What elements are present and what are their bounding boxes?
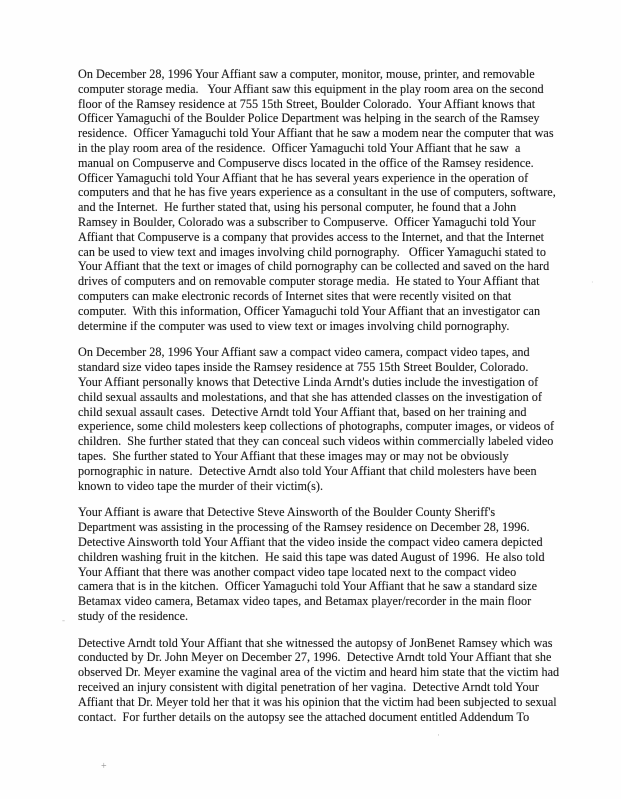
text-line: Your Affiant personally knows that Detective Linda Arndt's duties include the investigation of: [78, 374, 539, 389]
scan-artifact: ·: [437, 730, 440, 740]
text-line: Detective Arndt told Your Affiant that she witnessed the autopsy of JonBenet Ramsey which was: [78, 635, 553, 650]
text-line: tapes. She further stated to Your Affiant that these images may or may not be obviously: [78, 448, 509, 463]
text-line: On December 28, 1996 Your Affiant saw a computer, monitor, mouse, printer, and removable: [78, 67, 535, 81]
text-line: observed Dr. Meyer examine the vaginal area of the victim and heard him state that the victim had: [78, 665, 560, 680]
text-line: Department was assisting in the processing of the Ramsey residence on December 28, 1996.: [78, 520, 530, 535]
scan-artifact: ·: [591, 278, 594, 287]
text-line: Officer Yamaguchi told Your Affiant that he has several years experience in the operation of: [78, 170, 529, 185]
text-line: Your Affiant is aware that Detective Steve Ainsworth of the Boulder County Sheriff's: [78, 505, 496, 520]
text-line: On December 28, 1996 Your Affiant saw a compact video camera, compact video tapes, and: [78, 345, 530, 360]
text-line: study of the residence.: [78, 608, 189, 623]
text-line: in the play room area of the residence. Officer Yamaguchi told Your Affiant that he saw a: [78, 140, 521, 155]
text-line: floor of the Ramsey residence at 755 15th Street, Boulder Colorado. Your Affiant knows that: [78, 96, 536, 111]
text-line: conducted by Dr. John Meyer on December 27, 1996. Detective Arndt told Your Affiant that she: [78, 650, 552, 665]
text-line: Affiant that Dr. Meyer told her that it was his opinion that the victim had been subjected to sexual: [78, 694, 557, 709]
text-line: computer storage media. Your Affiant saw this equipment in the play room area on the second: [78, 81, 544, 96]
text-line: Your Affiant that there was another compact video tape located next to the compact video: [78, 564, 517, 579]
paragraph: [78, 505, 578, 623]
text-line: manual on Compuserve and Compuserve discs located in the office of the Ramsey residence.: [78, 155, 534, 170]
text-line: and the Internet. He further stated that, using his personal computer, he found that a John: [78, 200, 517, 215]
paragraph: [78, 345, 578, 493]
text-line: computers and that he has five years experience as a consultant in the use of computers, software,: [78, 185, 556, 200]
text-line: Detective Ainsworth told Your Affiant that the video inside the compact video camera depicted: [78, 534, 543, 549]
text-line: contact. For further details on the autopsy see the attached document entitled Addendum To: [78, 709, 530, 724]
text-line: pornographic in nature. Detective Arndt also told Your Affiant that child molesters have been: [78, 463, 537, 478]
text-line: residence. Officer Yamaguchi told Your Affiant that he saw a modem near the computer that was: [78, 126, 554, 141]
text-line: known to video tape the murder of their victim(s).: [78, 478, 324, 493]
text-line: Betamax video camera, Betamax video tapes, and Betamax player/recorder in the main floor: [78, 594, 532, 609]
text-line: camera that is in the kitchen. Officer Yamaguchi told Your Affiant that he saw a standard size: [78, 579, 538, 594]
text-line: computers can make electronic records of Internet sites that were recently visited on that: [78, 288, 512, 303]
scan-artifact: +: [101, 761, 107, 772]
text-line: Officer Yamaguchi of the Boulder Police Department was helping in the search of the Ramsey: [78, 111, 540, 126]
affidavit-text-block: [78, 67, 578, 736]
text-line: computer. With this information, Officer Yamaguchi told Your Affiant that an investigator can: [78, 303, 541, 318]
text-line: Affiant that Compuserve is a company that provides access to the Internet, and that the Internet: [78, 229, 545, 244]
text-line: standard size video tapes inside the Ramsey residence at 755 15th Street Boulder, Colorado.: [78, 360, 529, 375]
paragraph: [78, 636, 578, 725]
paragraph: [78, 67, 578, 333]
text-line: can be used to view text and images involving child pornography. Officer Yamaguchi stated to: [78, 244, 546, 259]
text-line: determine if the computer was used to view text or images involving child pornography.: [78, 318, 510, 333]
text-line: Your Affiant that the text or images of child pornography can be collected and saved on the hard: [78, 259, 550, 274]
text-line: children washing fruit in the kitchen. He said this tape was dated August of 1996. He also told: [78, 549, 545, 564]
text-line: child sexual assaults and molestations, and that she has attended classes on the investigation of: [78, 389, 542, 404]
text-line: drives of computers and on removable computer storage media. He stated to Your Affiant that: [78, 274, 540, 289]
text-line: received an injury consistent with digital penetration of her vagina. Detective Arndt told Your: [78, 680, 539, 695]
text-line: child sexual assault cases. Detective Arndt told Your Affiant that, based on her training and: [78, 404, 527, 419]
text-line: children. She further stated that they can conceal such videos within commercially labeled video: [78, 434, 554, 449]
text-line: experience, some child molesters keep collections of photographs, computer images, or videos of: [78, 419, 555, 434]
scan-artifact: -: [62, 615, 65, 625]
text-line: Ramsey in Boulder, Colorado was a subscriber to Compuserve. Officer Yamaguchi told Your: [78, 214, 536, 229]
